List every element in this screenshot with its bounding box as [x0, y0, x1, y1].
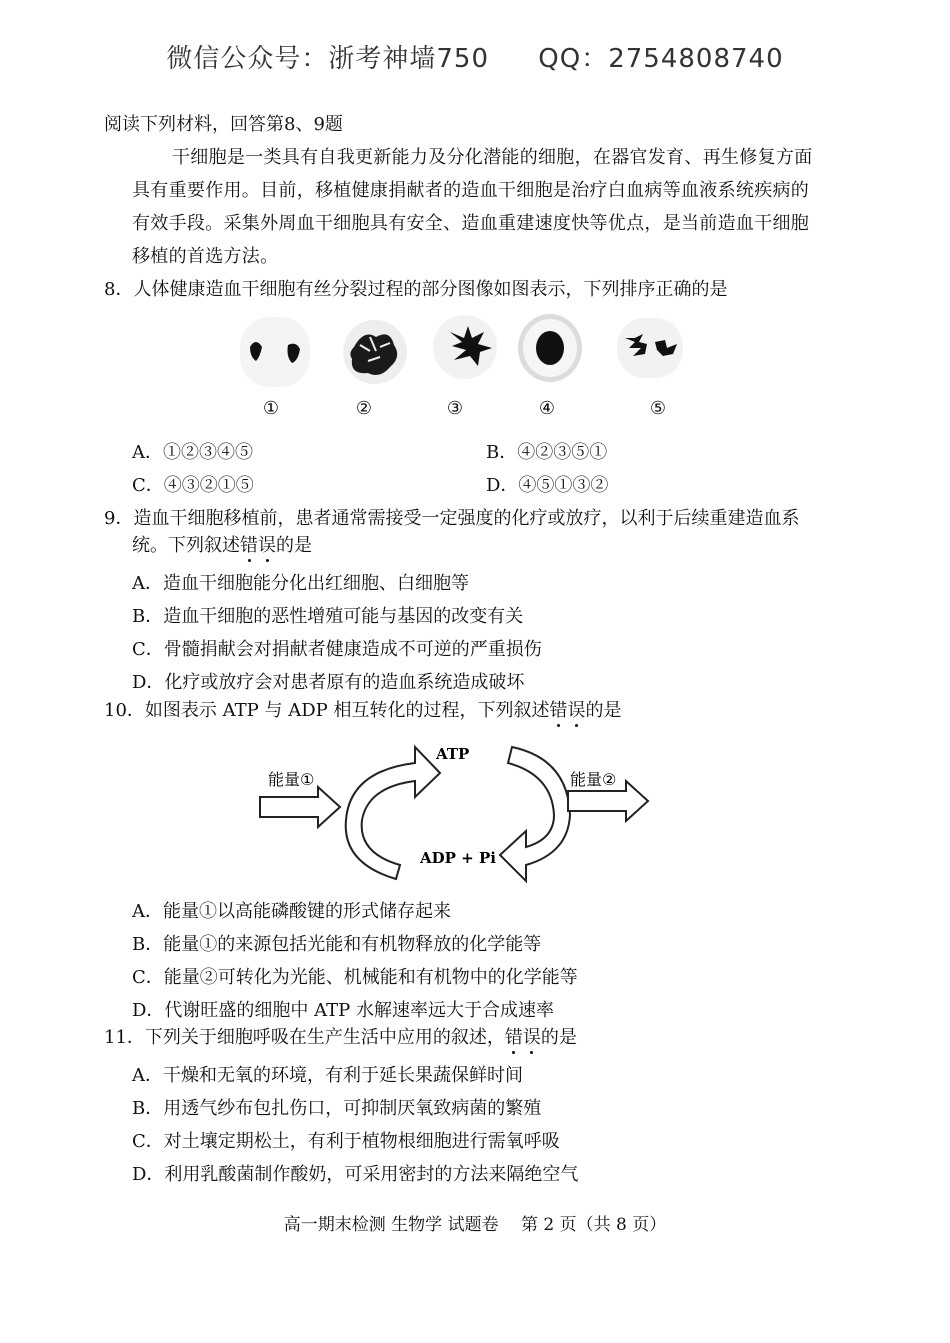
q9-stem-pre: 统。下列叙述 [132, 535, 240, 556]
wechat-text: 微信公众号：浙考神墙750 [166, 44, 489, 74]
cell-image-2 [340, 317, 410, 387]
cell-image-4 [515, 312, 585, 382]
q9-stem-err-2: 误 [258, 535, 276, 556]
passage-intro: 阅读下列材料，回答第8、9题 [104, 114, 343, 135]
q9-stem-err-1: 错 [240, 535, 258, 556]
q11-option-d[interactable]: D．利用乳酸菌制作酸奶，可采用密封的方法来隔绝空气 [132, 1164, 579, 1185]
q9-option-c[interactable]: C．骨髓捐献会对捐献者健康造成不可逆的严重损伤 [132, 639, 542, 660]
right-arc-arrow [500, 747, 570, 881]
q9-stem-line-1: 9．造血干细胞移植前，患者通常需接受一定强度的化疗或放疗，以利于后续重建造血系 [104, 508, 800, 529]
q11-option-c[interactable]: C．对土壤定期松土，有利于植物根细胞进行需氧呼吸 [132, 1131, 560, 1152]
q11-stem [104, 1027, 577, 1049]
q8-option-d[interactable]: D．④⑤①③② [486, 475, 609, 496]
atp-adp-diagram [250, 735, 670, 885]
q8-option-c[interactable]: C．④③②①⑤ [132, 475, 254, 496]
q8-option-b[interactable]: B．④②③⑤① [486, 442, 608, 463]
cell-image-3 [430, 312, 500, 382]
q10-option-a[interactable]: A．能量①以高能磷酸键的形式储存起来 [132, 901, 451, 922]
q11-option-a[interactable]: A．干燥和无氧的环境，有利于延长果蔬保鲜时间 [132, 1065, 523, 1086]
passage-line-3: 有效手段。采集外周血干细胞具有安全、造血重建速度快等优点，是当前造血干细胞 [132, 213, 810, 234]
q11-stem-err-1: 错 [504, 1027, 523, 1048]
q10-stem-pre: 10．如图表示 ATP 与 ADP 相互转化的过程，下列叙述 [104, 700, 550, 721]
q11-stem-post: 的是 [540, 1027, 577, 1048]
q10-stem-err-2: 误 [567, 700, 586, 721]
header-watermark [0, 38, 950, 75]
q11-stem-err-2: 误 [522, 1027, 541, 1048]
atp-label: ATP [436, 745, 470, 763]
energy-in-arrow [260, 787, 340, 827]
cell-label-4: ④ [538, 398, 556, 419]
q10-option-d[interactable]: D．代谢旺盛的细胞中 ATP 水解速率远大于合成速率 [132, 1000, 555, 1021]
q9-option-a[interactable]: A．造血干细胞能分化出红细胞、白细胞等 [132, 573, 469, 594]
passage-line-2: 具有重要作用。目前，移植健康捐献者的造血干细胞是治疗白血病等血液系统疾病的 [132, 180, 810, 201]
cell-label-5: ⑤ [649, 398, 667, 419]
q9-stem-post: 的是 [276, 535, 312, 556]
energy-out-label: 能量② [570, 770, 617, 789]
q9-option-b[interactable]: B．造血干细胞的恶性增殖可能与基因的改变有关 [132, 606, 524, 627]
passage-line-1: 干细胞是一类具有自我更新能力及分化潜能的细胞，在器官发育、再生修复方面 [172, 147, 813, 168]
q10-option-b[interactable]: B．能量①的来源包括光能和有机物释放的化学能等 [132, 934, 542, 955]
q10-stem [104, 700, 621, 722]
q10-stem-post: 的是 [585, 700, 622, 721]
cell-image-1 [240, 317, 310, 387]
cell-image-5 [615, 312, 685, 382]
cell-label-3: ③ [446, 398, 464, 419]
q8-stem: 8．人体健康造血干细胞有丝分裂过程的部分图像如图表示，下列排序正确的是 [104, 279, 728, 300]
q9-option-d[interactable]: D．化疗或放疗会对患者原有的造血系统造成破坏 [132, 672, 525, 693]
q8-option-a[interactable]: A．①②③④⑤ [132, 442, 253, 463]
cell-label-2: ② [355, 398, 373, 419]
passage-line-4: 移植的首选方法。 [132, 246, 279, 267]
qq-text: QQ：2754808740 [538, 44, 784, 74]
cell-label-1: ① [262, 398, 280, 419]
q11-option-b[interactable]: B．用透气纱布包扎伤口，可抑制厌氧致病菌的繁殖 [132, 1098, 542, 1119]
q11-stem-pre: 11．下列关于细胞呼吸在生产生活中应用的叙述， [104, 1027, 505, 1048]
q10-stem-err-1: 错 [549, 700, 568, 721]
page-footer: 高一期末检测 生物学 试题卷 第 2 页（共 8 页） [283, 1215, 667, 1235]
q10-option-c[interactable]: C．能量②可转化为光能、机械能和有机物中的化学能等 [132, 967, 578, 988]
q9-stem-line-2 [132, 535, 312, 557]
adp-pi-label: ADP + Pi [420, 849, 496, 867]
energy-in-label: 能量① [268, 770, 315, 789]
